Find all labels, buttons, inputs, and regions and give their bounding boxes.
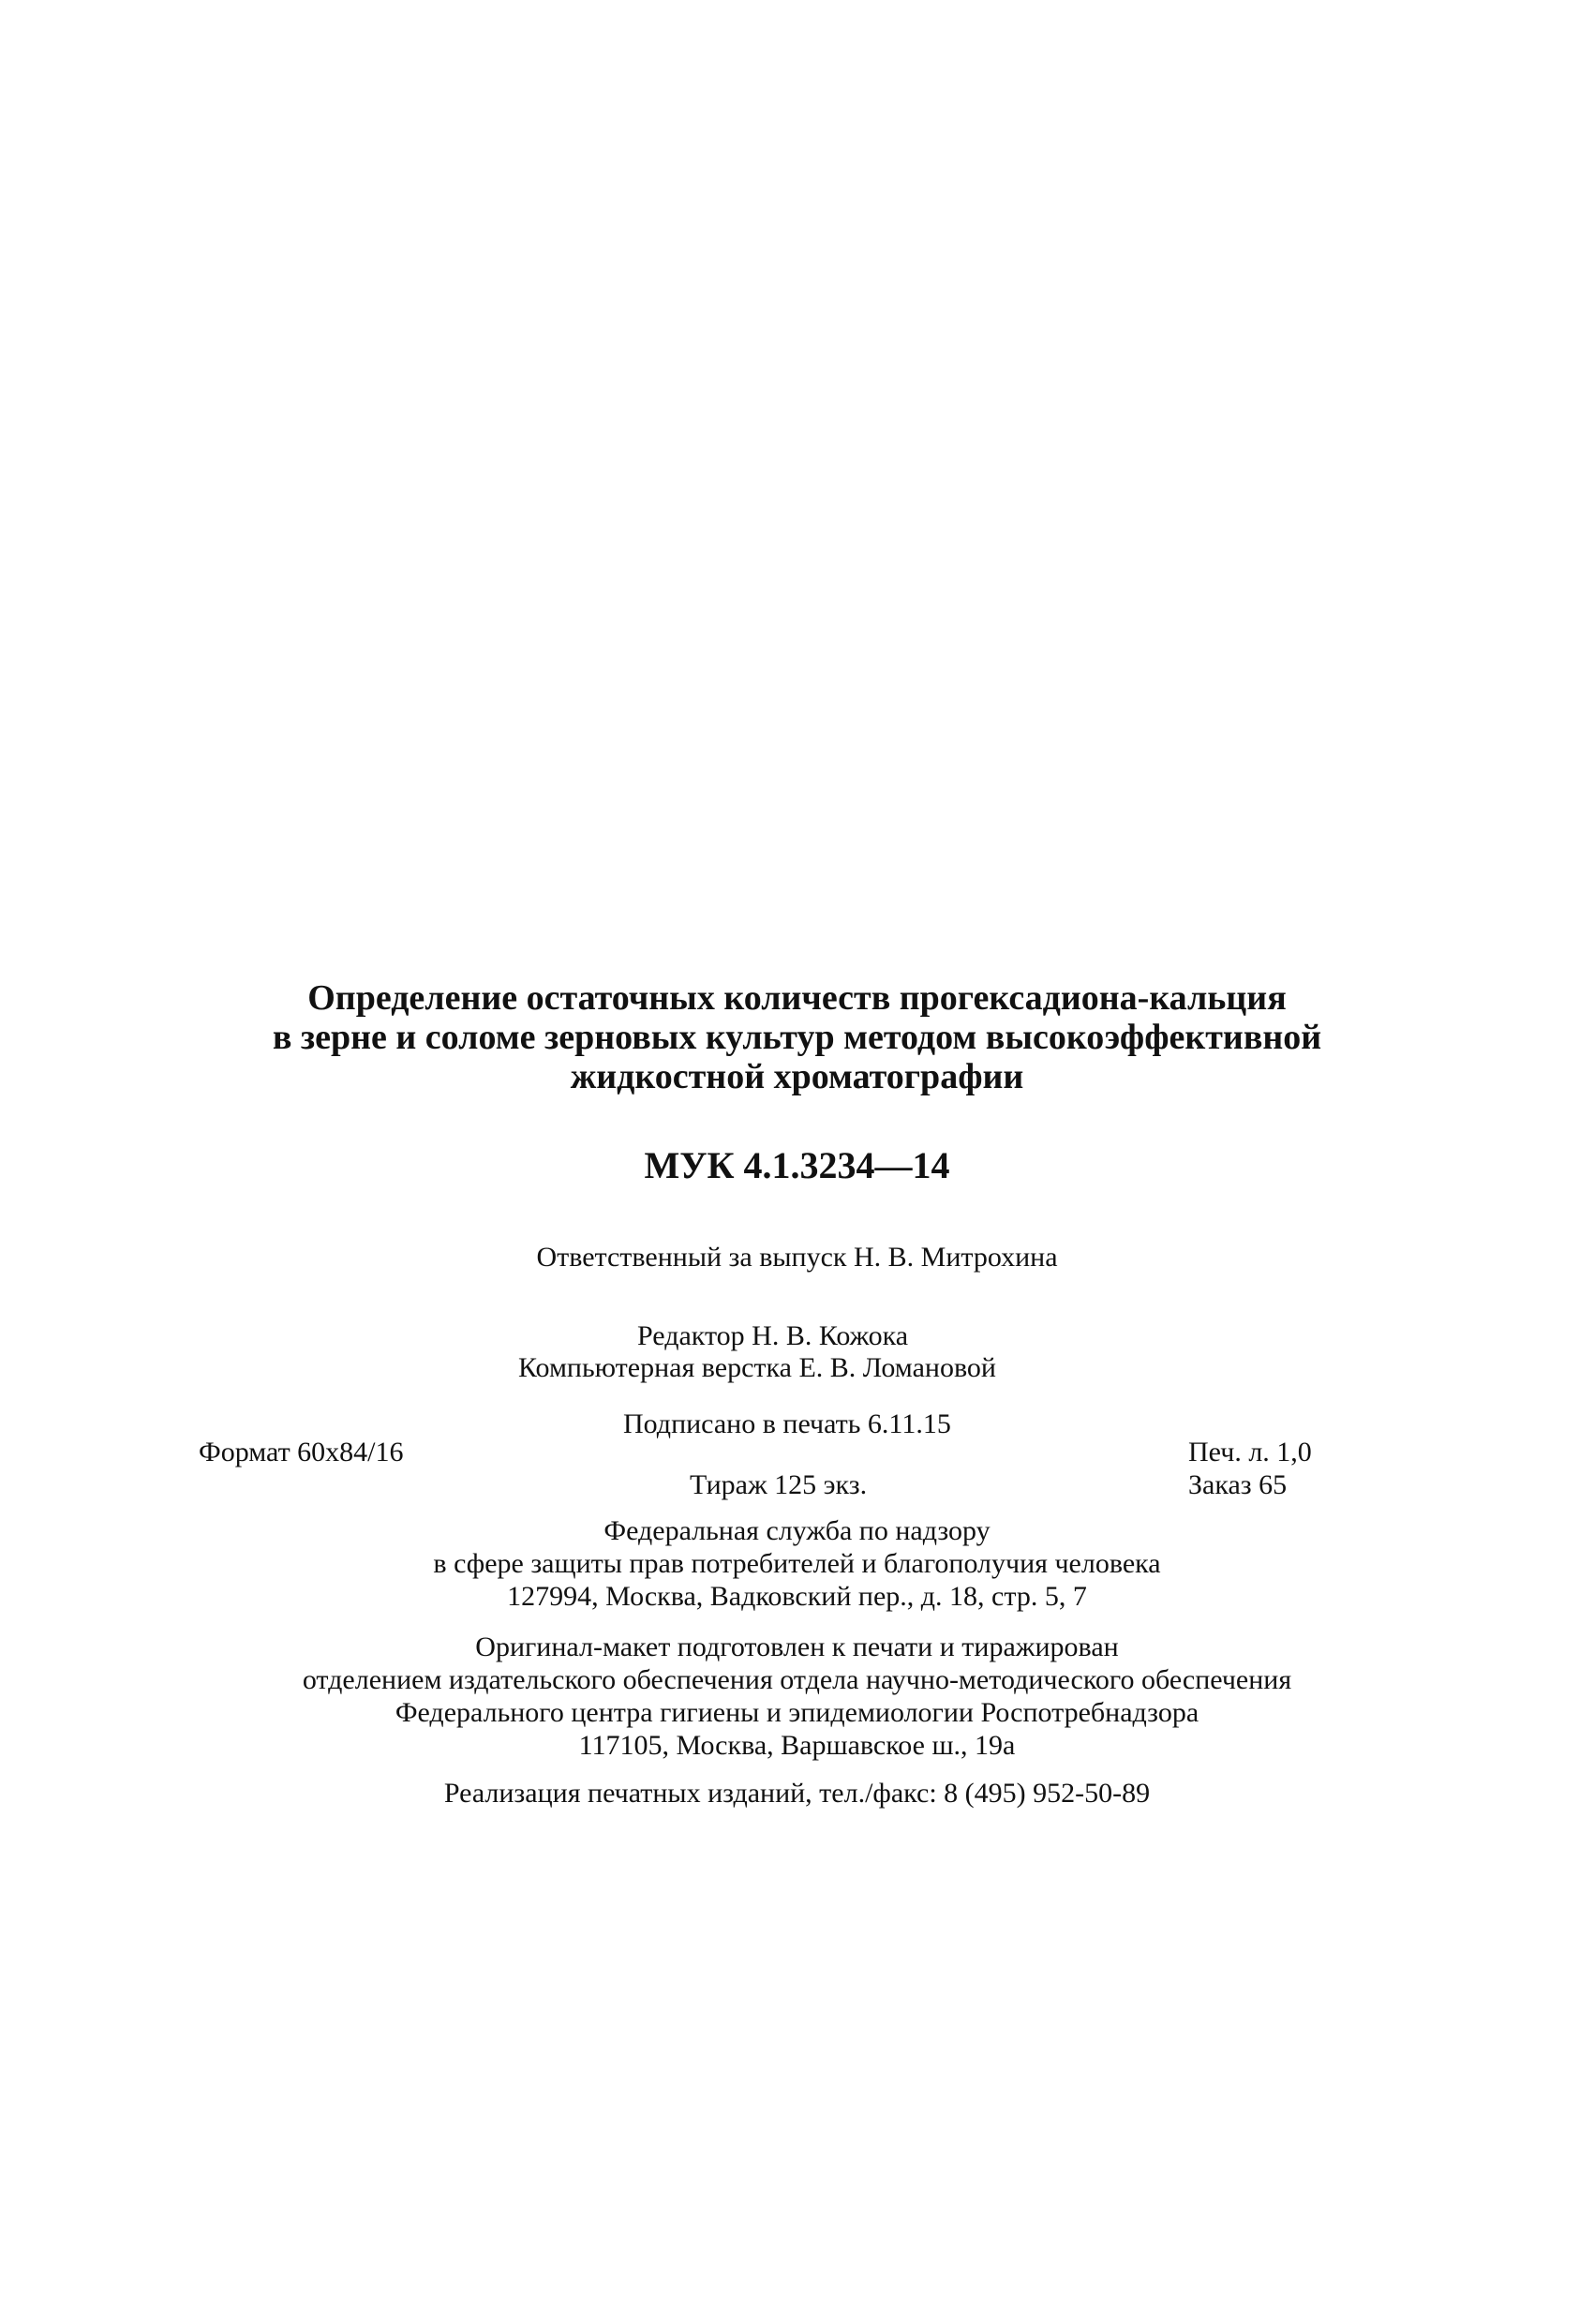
signed-date-line: Подписано в печать 6.11.15	[623, 1408, 951, 1439]
original-layout-block	[0, 1631, 1594, 1762]
document-code: МУК 4.1.3234—14	[644, 1144, 950, 1186]
order-number-line: Заказ 65	[1188, 1469, 1288, 1500]
print-run-line: Тираж 125 экз.	[690, 1469, 868, 1500]
title-line-3: жидкостной хроматографии	[570, 1057, 1024, 1096]
editor-line: Редактор Н. В. Кожока	[637, 1320, 909, 1351]
sales-contact-line: Реализация печатных изданий, тел./факс: 8 (495) 952-50-89	[443, 1778, 1151, 1809]
origin-line-2: отделением издательского обеспечения отдела научно-методического обеспечения	[302, 1664, 1292, 1695]
responsible-line: Ответственный за выпуск Н. В. Митрохина	[536, 1242, 1058, 1273]
document-title	[0, 978, 1594, 1096]
service-line-2: в сфере защиты прав потребителей и благополучия человека	[433, 1548, 1161, 1579]
publisher-service-block	[0, 1514, 1594, 1613]
title-line-1: Определение остаточных количеств прогексадиона-кальция	[307, 978, 1287, 1018]
origin-line-1: Оригинал-макет подготовлен к печати и тиражирован	[475, 1631, 1119, 1662]
origin-line-4: 117105, Москва, Варшавское ш., 19а	[578, 1730, 1016, 1761]
title-line-2: в зерне и соломе зерновых культур методом высокоэффективной	[272, 1018, 1322, 1057]
service-line-3: 127994, Москва, Вадковский пер., д. 18, стр. 5, 7	[507, 1581, 1087, 1612]
service-line-1: Федеральная служба по надзору	[603, 1515, 991, 1546]
layout-credit-line: Компьютерная верстка Е. В. Ломановой	[518, 1352, 996, 1383]
printed-sheets-line: Печ. л. 1,0	[1188, 1437, 1312, 1467]
origin-line-3: Федерального центра гигиены и эпидемиологии Роспотребнадзора	[395, 1697, 1199, 1728]
format-line: Формат 60x84/16	[199, 1437, 404, 1467]
